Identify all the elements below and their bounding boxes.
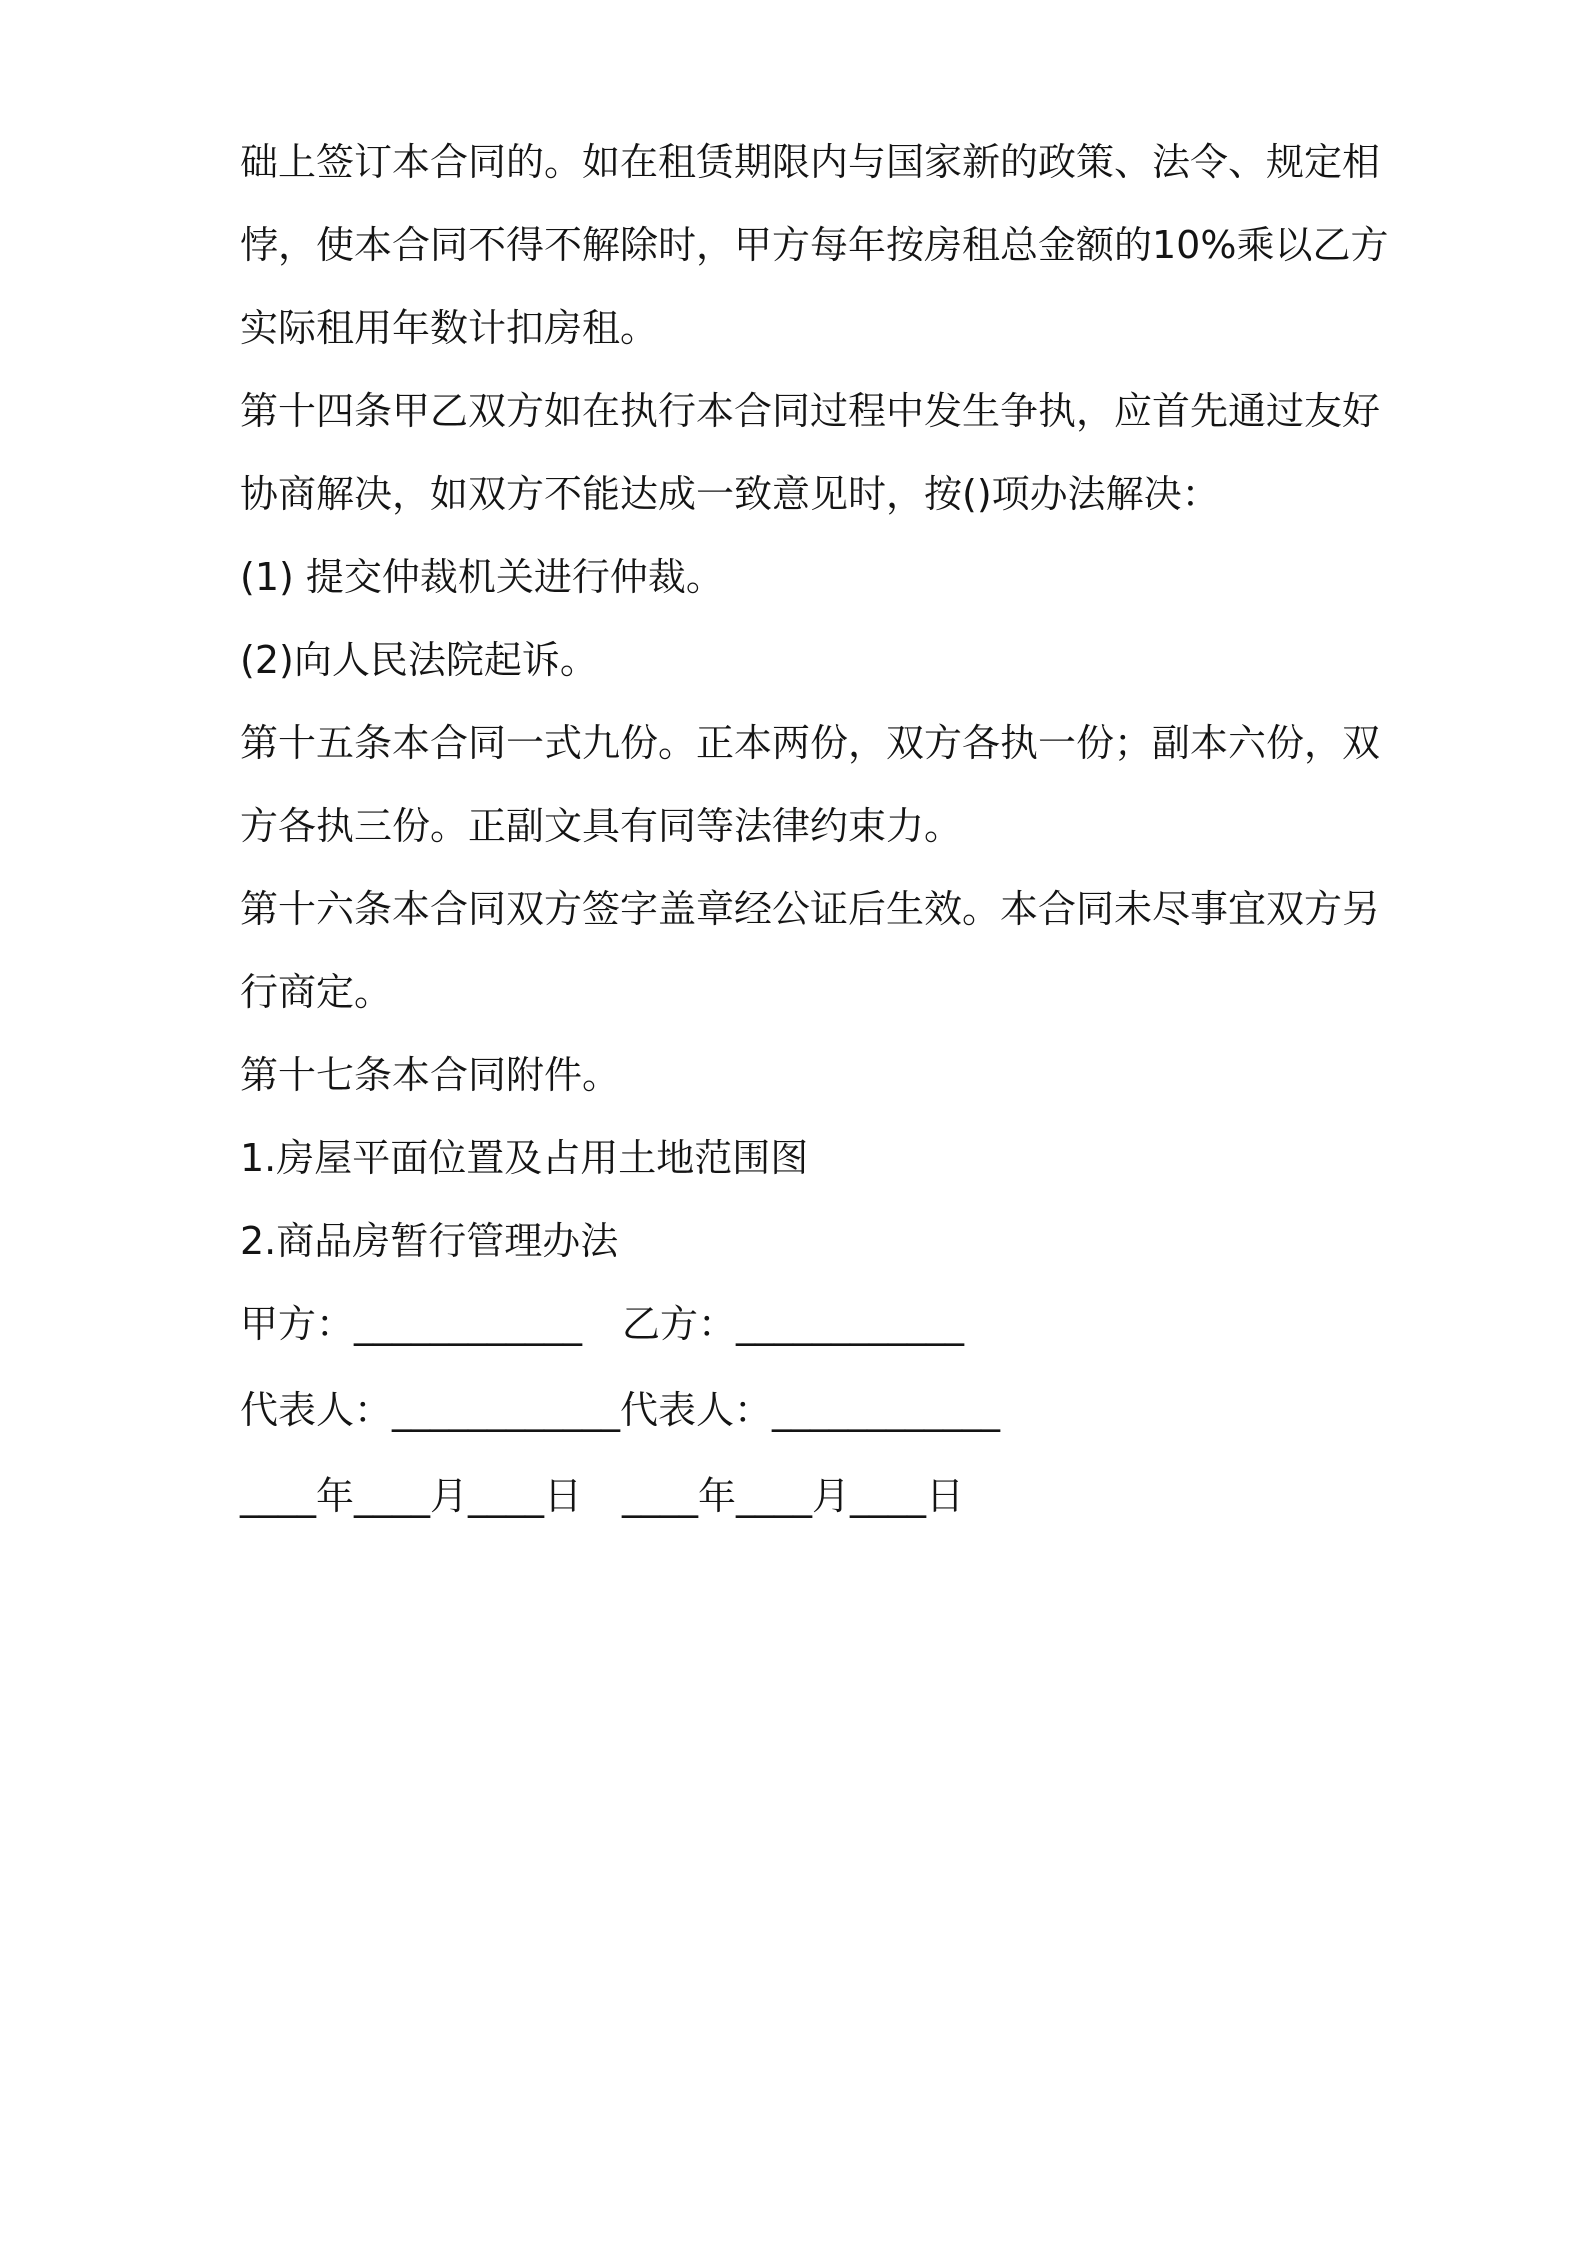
- article-15-line: 第十五条本合同一式九份。正本两份，双方各执一份；副本六份，双: [240, 721, 1381, 765]
- attachment-item: 1.房屋平面位置及占用土地范围图: [240, 1136, 809, 1180]
- date-row: [240, 1462, 1360, 1548]
- paragraph-line: 础上签订本合同的。如在租赁期限内与国家新的政策、法令、规定相: [240, 140, 1381, 184]
- article-14-line: 第十四条甲乙双方如在执行本合同过程中发生争执，应首先通过友好: [240, 389, 1381, 433]
- article-17-title: 第十七条本合同附件。: [240, 1053, 621, 1097]
- rep-b-field: 代表人：____________: [620, 1388, 1001, 1432]
- date-b-field: ____年____月____日: [622, 1474, 965, 1518]
- article-14-line: 协商解决，如双方不能达成一致意见时，按()项办法解决：: [240, 472, 1220, 516]
- article-16-line: 行商定。: [240, 970, 393, 1014]
- paragraph-line: 悖，使本合同不得不解除时，甲方每年按房租总金额的10%乘以乙方: [240, 223, 1389, 267]
- article-15-line: 方各执三份。正副文具有同等法律约束力。: [240, 804, 963, 848]
- party-b-field: 乙方：____________: [622, 1302, 965, 1346]
- party-a-field: 甲方：____________: [240, 1302, 583, 1346]
- document-page: [240, 128, 1389, 1548]
- date-a-field: ____年____月____日: [240, 1474, 583, 1518]
- attachment-item: 2.商品房暂行管理办法: [240, 1219, 619, 1263]
- option-2: (2)向人民法院起诉。: [240, 638, 598, 682]
- rep-a-field: 代表人：____________: [240, 1388, 621, 1432]
- article-16-line: 第十六条本合同双方签字盖章经公证后生效。本合同未尽事宜双方另: [240, 887, 1381, 931]
- option-1: (1) 提交仲裁机关进行仲裁。: [240, 555, 724, 599]
- representative-signature-row: [240, 1376, 1360, 1462]
- paragraph-line: 实际租用年数计扣房租。: [240, 306, 659, 350]
- party-signature-row: [240, 1290, 1360, 1376]
